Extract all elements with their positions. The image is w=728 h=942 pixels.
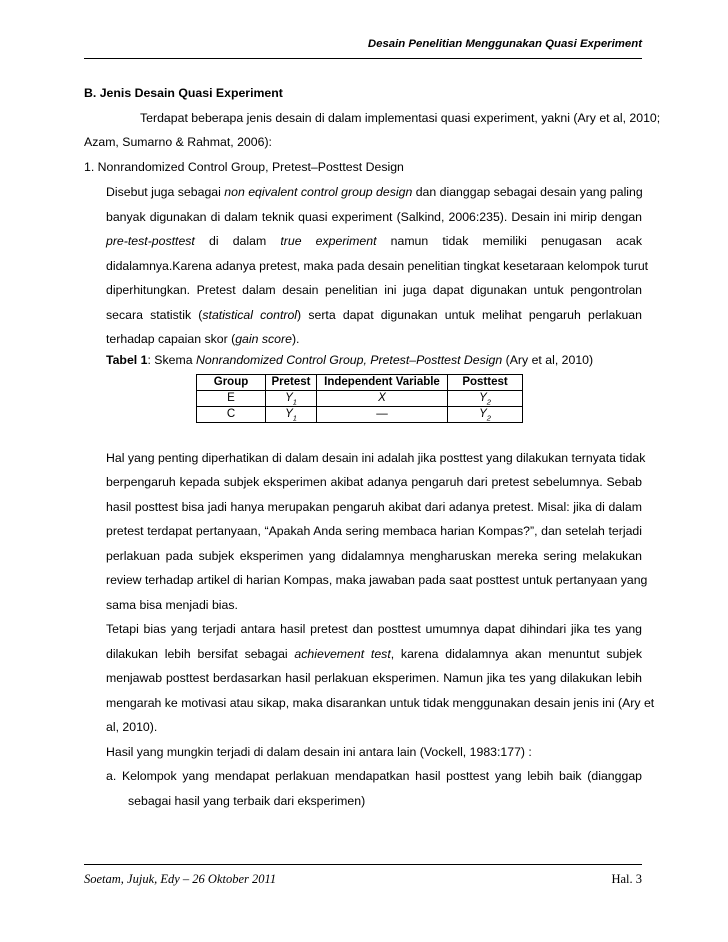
running-footer xyxy=(84,864,642,889)
para3-line-2: dilakukan lebih bersifat sebagai achievement test, karena didalamnya akan menuntut subjek xyxy=(106,647,642,661)
table-row xyxy=(197,391,523,407)
cell-pretest: $Y_1$ xyxy=(266,407,317,423)
para2-line-1: Hal yang penting diperhatikan di dalam desain ini adalah jika posttest yang dilakukan ternyata tidak xyxy=(106,451,646,465)
para1-line-2: banyak digunakan di dalam teknik quasi experiment (Salkind, 2006:235). Desain ini mirip dengan xyxy=(106,210,642,224)
column-header-independent-variable: Independent Variable xyxy=(317,375,448,391)
para2-line-5: perlakuan pada subjek eksperimen yang didalamnya mengharuskan mereka sering melakukan xyxy=(106,549,642,563)
page-number: Hal. 3 xyxy=(611,872,642,886)
cell-independent-variable: X xyxy=(317,391,448,407)
para1-line-6: secara statistik (statistical control) serta dapat digunakan untuk melihat pengaruh perlakuan xyxy=(106,308,642,322)
cell-posttest: $Y_2$ xyxy=(448,391,523,407)
table-caption: Tabel 1: Skema Nonrandomized Control Group, Pretest–Posttest Design (Ary et al, 2010) xyxy=(106,353,594,367)
list-item-a-line-2: sebagai hasil yang terbaik dari eksperimen) xyxy=(128,794,366,808)
header-title: Desain Penelitian Menggunakan Quasi Experiment xyxy=(367,38,642,50)
para2-line-7: sama bisa menjadi bias. xyxy=(106,598,238,612)
intro-line-1: Terdapat beberapa jenis desain di dalam implementasi quasi experiment, yakni (Ary et al, 2010; xyxy=(140,111,661,125)
design-schema-table xyxy=(196,374,523,423)
section-heading: B. Jenis Desain Quasi Experiment xyxy=(84,86,283,100)
para1-line-5: diperhitungkan. Pretest dalam desain penelitian ini juga dapat digunakan untuk pengontrolan xyxy=(106,283,642,297)
cell-group: C xyxy=(197,407,266,423)
para4-line-1: Hasil yang mungkin terjadi di dalam desain ini antara lain (Vockell, 1983:177) : xyxy=(106,745,532,759)
para2-line-6: review terhadap artikel di harian Kompas, maka jawaban pada saat posttest untuk pertanyaan yang xyxy=(106,573,648,587)
running-header xyxy=(84,38,642,59)
column-header-posttest: Posttest xyxy=(448,375,523,391)
cell-posttest: $Y_2$ xyxy=(448,407,523,423)
table-header-row xyxy=(197,375,523,391)
para3-line-5: al, 2010). xyxy=(106,720,158,734)
cell-pretest: $Y_1$ xyxy=(266,391,317,407)
para2-line-4: pretest terdapat pertanyaan, “Apakah Anda sering membaca harian Kompas?”, dan setelah terjadi xyxy=(106,524,642,538)
para1-line-4: didalamnya.Karena adanya pretest, maka pada desain penelitian tingkat kesetaraan kelompok turut xyxy=(106,259,649,273)
para2-line-2: berpengaruh kepada subjek eksperimen akibat adanya pengaruh dari pretest sebelumnya. Sebab xyxy=(106,475,642,489)
para1-line-3: pre-test-posttest di dalam true experiment namun tidak memiliki penugasan acak xyxy=(106,234,642,248)
column-header-pretest: Pretest xyxy=(266,375,317,391)
para1-line-1: Disebut juga sebagai non eqivalent control group design dan dianggap sebagai desain yang paling xyxy=(106,185,643,199)
para3-line-1: Tetapi bias yang terjadi antara hasil pretest dan posttest umumnya dapat dihindari jika tes yang xyxy=(106,622,642,636)
footer-authors-date: Soetam, Jujuk, Edy – 26 Oktober 2011 xyxy=(84,872,277,886)
list-item-a-line-1: a. Kelompok yang mendapat perlakuan mendapatkan hasil posttest yang lebih baik (dianggap xyxy=(106,769,642,783)
item-1-title: 1. Nonrandomized Control Group, Pretest–Posttest Design xyxy=(84,160,404,174)
cell-group: E xyxy=(197,391,266,407)
intro-line-2: Azam, Sumarno & Rahmat, 2006): xyxy=(84,135,272,149)
para3-line-4: mengarah ke motivasi atau sikap, maka disarankan untuk tidak menggunakan desain jenis ini (Ary et xyxy=(106,696,655,710)
para1-line-7: terhadap capaian skor (gain score). xyxy=(106,332,300,346)
cell-independent-variable: — xyxy=(317,407,448,423)
para2-line-3: hasil posttest bisa jadi hanya merupakan pengaruh akibat dari adanya pretest. Misal: jika di dalam xyxy=(106,500,642,514)
para3-line-3: menjawab posttest berdasarkan hasil perlakuan eksperimen. Namun jika tes yang dilakukan lebih xyxy=(106,671,642,685)
table-row xyxy=(197,407,523,423)
column-header-group: Group xyxy=(197,375,266,391)
